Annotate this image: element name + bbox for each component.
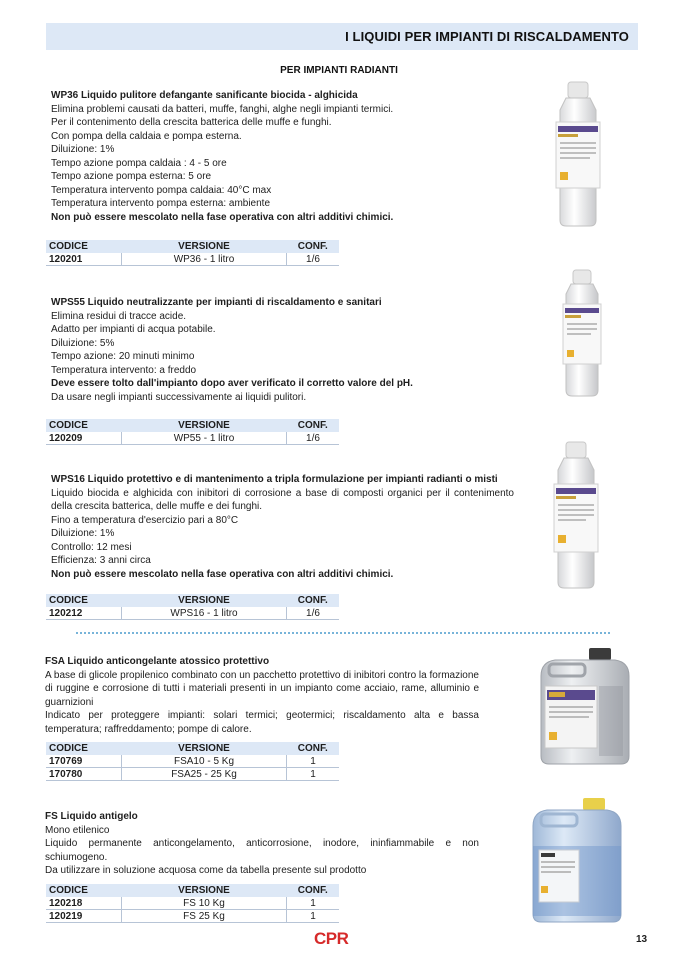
jerrycan-icon bbox=[527, 796, 625, 924]
table-header-row bbox=[46, 594, 339, 607]
cell-version: FS 10 Kg bbox=[122, 897, 287, 910]
product-line: Da usare negli impianti successivamente ai liquidi pulitori. bbox=[51, 391, 307, 403]
col-pack-header: CONF. bbox=[287, 594, 340, 607]
cell-pack: 1 bbox=[287, 755, 340, 768]
table-header-row bbox=[46, 240, 339, 253]
product-line: Efficienza: 3 anni circa bbox=[51, 555, 151, 566]
product-line: Da utilizzare in soluzione acquosa come da tabella presente sul prodotto bbox=[45, 865, 367, 876]
cell-code: 120209 bbox=[46, 432, 122, 445]
table-header-row bbox=[46, 419, 339, 432]
col-code-header: CODICE bbox=[46, 594, 122, 607]
table-row bbox=[46, 755, 339, 768]
table-row bbox=[46, 253, 339, 266]
cell-pack: 1/6 bbox=[287, 607, 340, 620]
col-pack-header: CONF. bbox=[287, 742, 340, 755]
product-line: Temperatura intervento pompa esterna: ambiente bbox=[51, 198, 271, 209]
product-line: Diluizione: 1% bbox=[51, 528, 115, 539]
col-pack-header: CONF. bbox=[287, 419, 340, 432]
product-line: Adatto per impianti di acqua potabile. bbox=[51, 324, 216, 335]
product-paragraph: Liquido biocida e alghicida con inibitori di corrosione a base di composti organici per il contenimento della crescita batterica, delle muffe e dei funghi. bbox=[51, 487, 514, 512]
spec-table-fsa bbox=[46, 742, 339, 781]
product-line: Temperatura intervento pompa caldaia: 40°C max bbox=[51, 184, 272, 196]
spec-table-wps55 bbox=[46, 419, 339, 445]
col-code-header: CODICE bbox=[46, 240, 122, 253]
product-name: WPS16 Liquido protettivo e di mantenimento a tripla formulazione per impianti radianti o misti bbox=[51, 474, 498, 485]
table-row bbox=[46, 607, 339, 620]
spec-table-fs bbox=[46, 884, 339, 923]
product-warning: Non può essere mescolato nella fase operativa con altri additivi chimici. bbox=[51, 211, 394, 223]
col-pack-header: CONF. bbox=[287, 240, 340, 253]
product-line: Tempo azione: 20 minuti minimo bbox=[51, 351, 195, 362]
cell-code: 170769 bbox=[46, 755, 122, 768]
product-wps16 bbox=[51, 473, 514, 581]
col-version-header: VERSIONE bbox=[122, 742, 287, 755]
col-version-header: VERSIONE bbox=[122, 884, 287, 897]
col-code-header: CODICE bbox=[46, 419, 122, 432]
product-paragraph: Indicato per proteggere impianti: solari termici; geotermici; riscaldamento alta e bassa temperatura; raffreddamento; pompe di calore. bbox=[45, 710, 479, 735]
table-header-row bbox=[46, 742, 339, 755]
cell-version: FSA10 - 5 Kg bbox=[122, 755, 287, 768]
table-row bbox=[46, 432, 339, 445]
product-line: Elimina problemi causati da batteri, muffe, fanghi, alghe negli impianti termici. bbox=[51, 103, 394, 115]
col-code-header: CODICE bbox=[46, 884, 122, 897]
bottle-icon bbox=[556, 268, 608, 398]
product-line: Tempo azione pompa caldaia : 4 - 5 ore bbox=[51, 157, 227, 169]
header-bar bbox=[46, 23, 638, 50]
product-line: Tempo azione pompa esterna: 5 ore bbox=[51, 171, 212, 182]
table-row bbox=[46, 897, 339, 910]
section-subtitle: PER IMPIANTI RADIANTI bbox=[280, 65, 398, 76]
table-row bbox=[46, 910, 339, 923]
spec-table-wp36 bbox=[46, 240, 339, 266]
cell-pack: 1/6 bbox=[287, 253, 340, 266]
product-paragraph: Liquido permanente anticongelamento, anticorrosione, inodore, ininfiammabile e non schiumogeno. bbox=[45, 838, 479, 863]
product-line: Con pompa della caldaia e pompa esterna. bbox=[51, 130, 242, 142]
product-name: WP36 Liquido pulitore defangante sanificante biocida - alghicida bbox=[51, 90, 358, 101]
product-wps55 bbox=[51, 296, 471, 404]
product-fsa bbox=[45, 655, 479, 736]
product-name: FS Liquido antigelo bbox=[45, 811, 138, 822]
cell-pack: 1 bbox=[287, 910, 340, 923]
col-version-header: VERSIONE bbox=[122, 240, 287, 253]
product-line: Diluizione: 5% bbox=[51, 337, 115, 349]
bottle-icon bbox=[548, 80, 608, 228]
cell-version: FSA25 - 25 Kg bbox=[122, 768, 287, 781]
cell-code: 120218 bbox=[46, 897, 122, 910]
table-row bbox=[46, 768, 339, 781]
cell-code: 170780 bbox=[46, 768, 122, 781]
col-pack-header: CONF. bbox=[287, 884, 340, 897]
logo-text: CPR bbox=[314, 929, 349, 948]
cell-code: 120212 bbox=[46, 607, 122, 620]
product-fs bbox=[45, 810, 479, 878]
product-line: Elimina residui di tracce acide. bbox=[51, 310, 187, 322]
product-line: Diluizione: 1% bbox=[51, 144, 115, 155]
col-code-header: CODICE bbox=[46, 742, 122, 755]
cell-pack: 1 bbox=[287, 897, 340, 910]
cell-version: WP36 - 1 litro bbox=[122, 253, 287, 266]
product-line: Fino a temperatura d'esercizio pari a 80°C bbox=[51, 514, 239, 526]
cell-version: WPS16 - 1 litro bbox=[122, 607, 287, 620]
product-line: Mono etilenico bbox=[45, 824, 110, 836]
spec-table-wps16 bbox=[46, 594, 339, 620]
table-header-row bbox=[46, 884, 339, 897]
col-version-header: VERSIONE bbox=[122, 594, 287, 607]
cell-version: FS 25 Kg bbox=[122, 910, 287, 923]
product-paragraph: A base di glicole propilenico combinato con un pacchetto protettivo di inibitori contro la formazione di ruggine e corrosione di tutti i materiali presenti in un impianto come acciaio, rame, alluminio e guarnizioni bbox=[45, 669, 479, 708]
product-line: Controllo: 12 mesi bbox=[51, 541, 132, 553]
product-name: FSA Liquido anticongelante atossico protettivo bbox=[45, 656, 270, 667]
product-wp36 bbox=[51, 89, 471, 224]
jerrycan-icon bbox=[535, 646, 633, 766]
page-number: 13 bbox=[636, 934, 648, 945]
cell-pack: 1 bbox=[287, 768, 340, 781]
product-line: Per il contenimento della crescita batterica delle muffe e funghi. bbox=[51, 117, 332, 128]
page-title: I LIQUIDI PER IMPIANTI DI RISCALDAMENTO bbox=[345, 29, 629, 44]
bottle-icon bbox=[546, 440, 606, 590]
product-name: WPS55 Liquido neutralizzante per impianti di riscaldamento e sanitari bbox=[51, 297, 382, 308]
cell-code: 120201 bbox=[46, 253, 122, 266]
col-version-header: VERSIONE bbox=[122, 419, 287, 432]
product-line: Temperatura intervento: a freddo bbox=[51, 364, 197, 376]
cell-version: WP55 - 1 litro bbox=[122, 432, 287, 445]
cell-pack: 1/6 bbox=[287, 432, 340, 445]
product-warning: Deve essere tolto dall'impianto dopo aver verificato il corretto valore del pH. bbox=[51, 378, 413, 389]
product-warning: Non può essere mescolato nella fase operativa con altri additivi chimici. bbox=[51, 568, 394, 580]
cpr-logo bbox=[314, 929, 366, 951]
section-divider bbox=[76, 632, 610, 634]
cell-code: 120219 bbox=[46, 910, 122, 923]
